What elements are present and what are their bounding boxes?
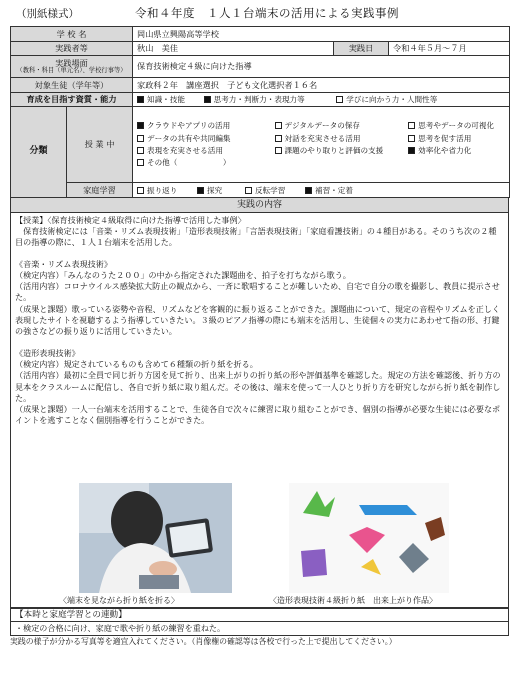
info-table: [10, 26, 510, 198]
content-line: 【授業】〈保育技術検定４級取得に向けた指導で活用した事例〉: [15, 214, 246, 225]
photo-area: [51, 483, 511, 608]
in-class-option-0[interactable]: [137, 121, 275, 130]
content-line: （活用内容）最初に全員で同じ折り方図を見て折り、出来上がりの折り紙の形や評価基準を確認した。規定の方法を確認後、折り方の見本をクラスルームに配信し、各自で折り紙に取り組んだ。その後は、端末を使って一人ひとり折り方を研究しながら折り紙を制作した。: [15, 370, 501, 403]
in-class-option-8[interactable]: [408, 146, 505, 155]
in-class-option-2[interactable]: [408, 121, 505, 130]
checkbox-icon[interactable]: [204, 96, 211, 103]
content-line: （成果と課題）一人一台端末を活用することで、生徒各自で次々に練習に取り組むことができ、個別の指導が必要な生徒には必要なポイントを逃すことなく個別指導を行うことができた。: [15, 403, 501, 425]
checkbox-icon[interactable]: [137, 159, 144, 166]
in-class-option-label: 対話を充実させる活用: [284, 133, 361, 143]
in-class-label: 授 業 中: [67, 107, 133, 183]
photo2-caption: 〈造形表現技術４級折り紙 出来上がり作品〉: [269, 595, 437, 605]
scene-value: 保育技術検定４級に向けた指導: [133, 56, 510, 78]
in-class-option-7[interactable]: [275, 146, 409, 155]
home-link-heading: 【本時と家庭学習との連動】: [10, 608, 509, 623]
checkbox-icon[interactable]: [408, 135, 415, 142]
document-title: 令和４年度 １人１台端末の活用による実践事例: [135, 6, 399, 20]
in-class-option-label: その他（ ）: [147, 158, 231, 168]
in-class-option-1[interactable]: [275, 121, 409, 130]
document-header: [10, 6, 509, 26]
practice-content: [10, 198, 509, 608]
in-class-option-label: 思考を促す活用: [418, 133, 472, 143]
in-class-option-label: 効率化や省力化: [418, 146, 472, 155]
checkbox-icon[interactable]: [197, 187, 204, 194]
teacher-label: 実践者等: [11, 41, 133, 56]
content-line: （成果と課題）歌っている姿勢や音程、リズムなどを客観的に振り返ることができた。課題曲について、規定の音程やリズムを正しく表現したサイトを視聴するよう指導していきたい。３級のピアノ指導の際にも端末を活用し、生徒個々の実力にあわせて指の形、打鍵の強さなどの振り返りに活用していきたい。: [15, 303, 500, 336]
in-class-option-6[interactable]: [137, 146, 275, 155]
practice-content-heading: 実践の内容: [11, 198, 508, 213]
home-study-option-0[interactable]: [137, 186, 197, 195]
checkbox-icon[interactable]: [137, 96, 144, 103]
origami-works-photo: [289, 483, 449, 593]
ability-option-2[interactable]: 学びに向かう力・人間性等: [336, 95, 437, 104]
checkbox-icon[interactable]: [137, 147, 144, 154]
content-line: （活用内容）コロナウイルス感染拡大防止の観点から、一斉に歌唱することが難しいため、自宅で自分の歌を撮影し、教員に提示させた。: [15, 281, 500, 303]
in-class-option-4[interactable]: [275, 134, 409, 143]
in-class-option-9[interactable]: [137, 158, 275, 167]
school-label: 学 校 名: [11, 27, 133, 42]
home-study-option-label: 探究: [207, 185, 223, 195]
target-value: 家政科２年 講座選択 子ども文化選択者１６名: [133, 78, 510, 93]
checkbox-icon[interactable]: [137, 135, 144, 142]
in-class-options: [133, 107, 510, 183]
checkbox-icon[interactable]: [137, 122, 144, 129]
home-study-options: [133, 183, 510, 198]
checkbox-icon[interactable]: [245, 187, 252, 194]
home-study-option-1[interactable]: [197, 186, 245, 195]
footer-note: 実践の様子が分かる写真等を適宜入れてください。（肖像権の確認等は各校で行った上で提出してください。）: [10, 637, 397, 647]
checkbox-icon[interactable]: [275, 122, 282, 129]
ability-label: 育成を目指す資質・能力: [11, 92, 133, 107]
in-class-option-label: デジタルデータの保存: [284, 121, 360, 131]
home-study-label: 家庭学習: [67, 183, 133, 198]
checkbox-icon[interactable]: [408, 147, 415, 154]
practice-content-body: [11, 213, 508, 607]
photo1-caption: 〈端末を見ながら折り紙を折る〉: [59, 595, 179, 605]
checkbox-icon[interactable]: [275, 147, 282, 154]
content-text: [15, 215, 504, 427]
in-class-option-5[interactable]: [408, 134, 505, 143]
date-value: 令和４年５月～７月: [389, 41, 510, 56]
in-class-option-grid: [137, 119, 505, 170]
ability-option-1[interactable]: 思考力・判断力・表現力等: [204, 95, 334, 104]
home-study-option-2[interactable]: [245, 186, 305, 195]
content-line: （検定内容）規定されているものも含めて６種類の折り紙を折る。: [15, 359, 258, 370]
home-study-option-label: 反転学習: [255, 185, 286, 195]
home-study-option-3[interactable]: [305, 186, 353, 195]
in-class-option-label: クラウドやアプリの活用: [147, 121, 231, 131]
content-line: 《造形表現技術》: [15, 348, 80, 359]
school-value: 岡山県立興陽高等学校: [133, 27, 510, 42]
date-label: 実践日: [334, 41, 389, 56]
checkbox-icon[interactable]: [275, 135, 282, 142]
home-link-body: ・検定の合格に向け、家庭で歌や折り紙の練習を重ねた。: [10, 622, 509, 636]
scene-sublabel: （教科・科目（単元名）、学校行事等）: [16, 67, 127, 75]
checkbox-icon[interactable]: [336, 96, 343, 103]
form-tag: （別紙様式）: [16, 8, 79, 20]
paragraph-gap: [15, 248, 504, 259]
in-class-option-label: 課題のやり取りと評価の支援: [284, 146, 384, 155]
content-line: （検定内容）「みんなのうた２００」の中から指定された課題曲を、拍子を打ちながら歌う。: [15, 270, 351, 281]
in-class-option-label: データの共有や共同編集: [147, 133, 231, 143]
content-line: 保育技術検定には「音楽・リズム表現技術」「造形表現技術」「言語表現技術」「家庭看護技術」の４種目がある。そのうち次の２種目の指導の際に、１人１台端末を活用した。: [15, 225, 497, 247]
scene-label-cell: [11, 56, 133, 78]
in-class-option-label: 思考やデータの可視化: [418, 121, 495, 131]
content-line: 《音楽・リズム表現技術》: [15, 258, 112, 269]
target-label: 対象生徒（学年等）: [11, 78, 133, 93]
home-study-option-label: 補習・定着: [315, 185, 353, 195]
in-class-option-3[interactable]: [137, 134, 275, 143]
checkbox-icon[interactable]: [408, 122, 415, 129]
teacher-value: 秋山 美佳: [133, 41, 334, 56]
in-class-option-label: 表現を充実させる活用: [147, 146, 223, 155]
ability-option-0[interactable]: 知識・技能: [137, 95, 201, 104]
scene-label: 実践場面: [55, 58, 88, 69]
student-tablet-photo: [79, 483, 232, 593]
classification-label: 分類: [11, 107, 67, 198]
ability-options: [133, 92, 510, 107]
paragraph-gap: [15, 337, 504, 348]
home-study-option-label: 振り返り: [147, 185, 178, 195]
checkbox-icon[interactable]: [137, 187, 144, 194]
checkbox-icon[interactable]: [305, 187, 312, 194]
